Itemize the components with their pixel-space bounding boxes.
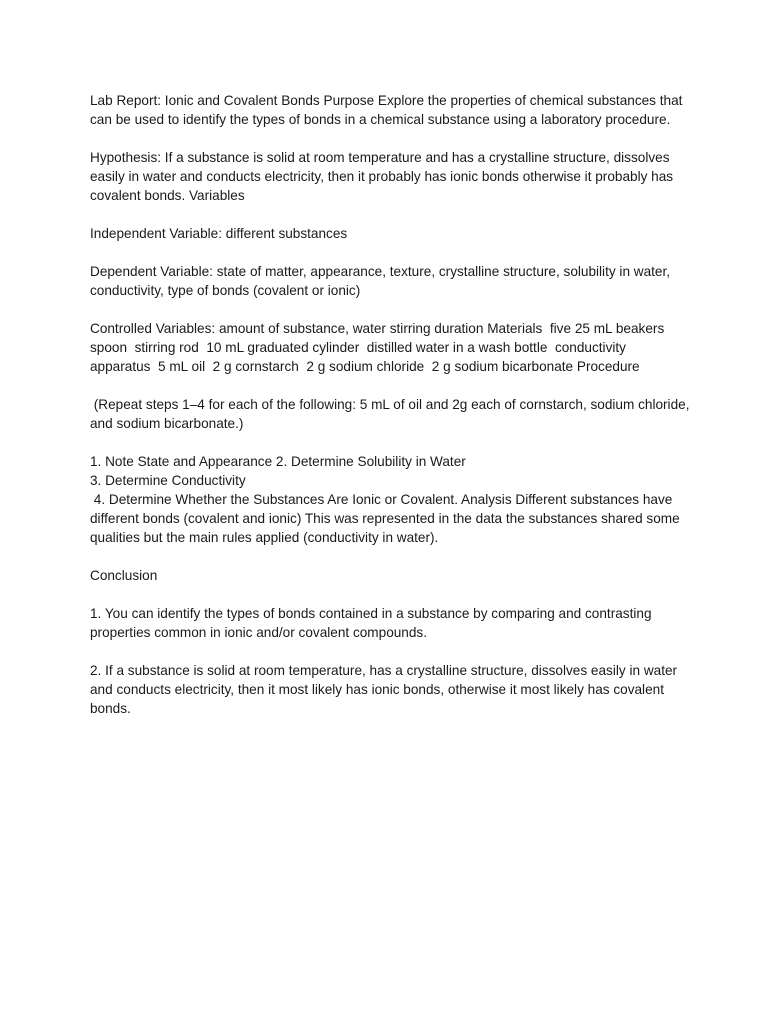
steps-analysis-paragraph: 1. Note State and Appearance 2. Determine Solubility in Water 3. Determine Conductivity 4. Determine Whether the Substances Are Ionic or Covalent. Analysis Different substances have different bonds (covalent and ionic) This was represented in the data the substances shared some qualities but the main rules applied (conductivity in water). xyxy=(90,454,680,545)
document-body xyxy=(90,91,694,737)
conclusion-point-2: 2. If a substance is solid at room temperature, has a crystalline structure, dissolves easily in water and conducts electricity, then it most likely has ionic bonds, otherwise it most likely has covalent bonds. xyxy=(90,663,681,716)
independent-variable-paragraph: Independent Variable: different substances xyxy=(90,226,348,241)
conclusion-point-1: 1. You can identify the types of bonds contained in a substance by comparing and contrasting properties common in ionic and/or covalent compounds. xyxy=(90,606,656,640)
controlled-variables-paragraph: Controlled Variables: amount of substance, water stirring duration Materials five 25 mL beakers spoon stirring rod 10 mL graduated cylinder distilled water in a wash bottle conductivity apparatus 5 mL oil 2 g cornstarch 2 g sodium chloride 2 g sodium bicarbonate Procedure xyxy=(90,321,672,374)
conclusion-heading: Conclusion xyxy=(90,568,158,583)
title-purpose-paragraph: Lab Report: Ionic and Covalent Bonds Purpose Explore the properties of chemical substances that can be used to identify the types of bonds in a chemical substance using a laboratory procedure. xyxy=(90,93,687,127)
dependent-variable-paragraph: Dependent Variable: state of matter, appearance, texture, crystalline structure, solubility in water, conductivity, type of bonds (covalent or ionic) xyxy=(90,264,674,298)
repeat-steps-paragraph: (Repeat steps 1–4 for each of the following: 5 mL of oil and 2g each of cornstarch, sodium chloride, and sodium bicarbonate.) xyxy=(90,397,694,431)
hypothesis-paragraph: Hypothesis: If a substance is solid at room temperature and has a crystalline structure, dissolves easily in water and conducts electricity, then it probably has ionic bonds otherwise it probably has covalent bonds. Variables xyxy=(90,150,677,203)
